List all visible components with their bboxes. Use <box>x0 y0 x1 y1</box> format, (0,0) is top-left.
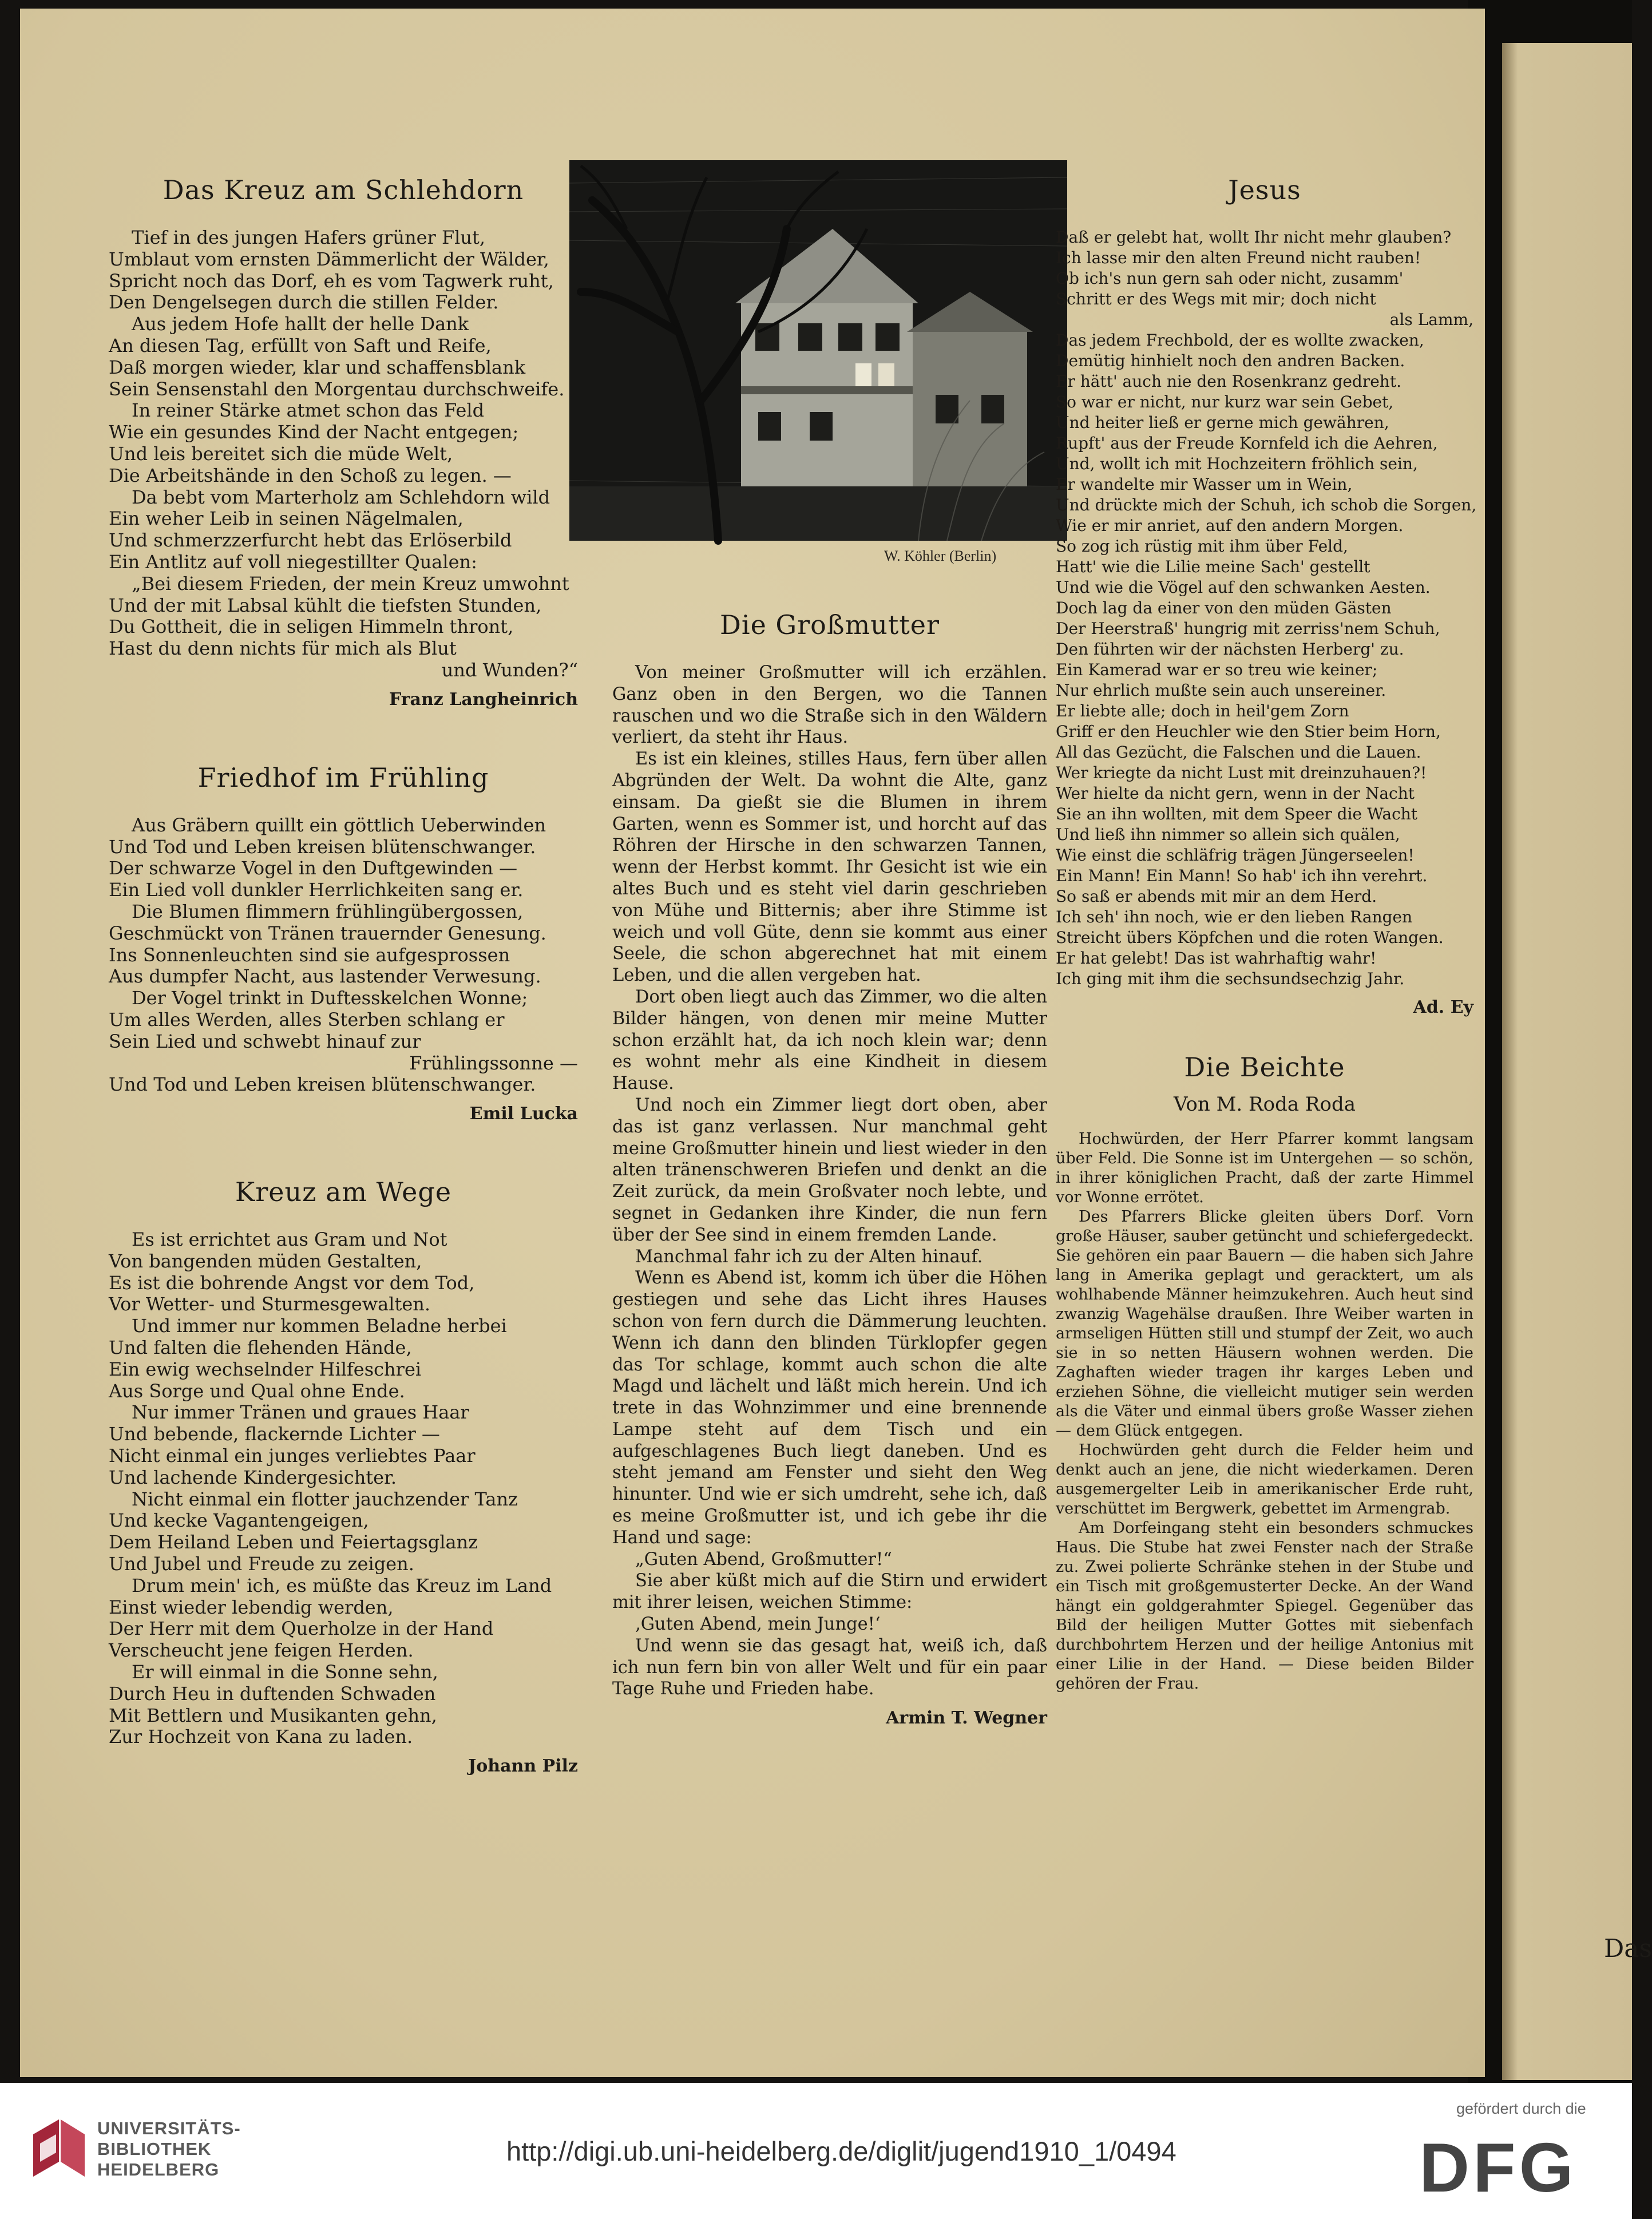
poem-line: Daß morgen wieder, klar und schaffensblank <box>109 356 526 378</box>
poem-line: Und kecke Vagantengeigen, <box>109 1509 369 1532</box>
poem-line: Spricht noch das Dorf, eh es vom Tagwerk ruht, <box>109 270 554 292</box>
poem-line: Aus Sorge und Qual ohne Ende. <box>109 1380 405 1402</box>
library-name[interactable] <box>97 2118 241 2180</box>
poem-line: Wer hielte da nicht gern, wenn in der Nacht <box>1056 784 1415 803</box>
poem-line: Zur Hochzeit von Kana zu laden. <box>109 1726 413 1748</box>
poem-line: Da bebt vom Marterholz am Schlehdorn wild <box>132 486 550 508</box>
poem-line: An diesen Tag, erfüllt von Saft und Reife, <box>109 334 492 356</box>
poem-line: Doch lag da einer von den müden Gästen <box>1056 599 1392 617</box>
poem-line: Und Jubel und Freude zu zeigen. <box>109 1553 414 1575</box>
illustration-credit: W. Köhler (Berlin) <box>884 548 997 564</box>
poem-line: All das Gezücht, die Falschen und die Lauen. <box>1056 743 1421 762</box>
illustration-house-at-night <box>569 160 1067 541</box>
column-left <box>109 175 578 1776</box>
poem-line: So zog ich rüstig mit ihm über Feld, <box>1056 537 1348 556</box>
poem-line: Dem Heiland Leben und Feiertagsglanz <box>109 1531 478 1554</box>
poem-line: als Lamm, <box>1389 310 1473 329</box>
poem-line: Ein Antlitz auf voll niegestillter Qualen: <box>109 550 477 573</box>
digitization-footer <box>0 2083 1632 2219</box>
paragraph: Am Dorfeingang steht ein besonders schmuckes Haus. Die Stube hat zwei Fenster nach der Straße zu. Zwei polierte Schränke stehen in der Stube und ein Tisch mit großgemusterter Decke. An der Wand hängt ein goldgerahmter Spiegel. Gegenüber das Bild der heiligen Mutter Gottes mit siebenfach durchbohrtem Herzen und der heilige Antonius mit einer Lilie in der Hand. — Diese beiden Bilder gehören der Frau. <box>1056 1519 1473 1693</box>
poem-line: Die Blumen flimmern frühlingübergossen, <box>132 900 524 922</box>
library-name-line: UNIVERSITÄTS- <box>97 2118 241 2138</box>
poem-line: Es ist errichtet aus Gram und Not <box>132 1229 447 1251</box>
poem-line: Und falten die flehenden Hände, <box>109 1337 412 1359</box>
poem-line: Ins Sonnenleuchten sind sie aufgesprossen <box>109 944 510 966</box>
poem-line: Tief in des jungen Hafers grüner Flut, <box>132 227 486 248</box>
journal-page <box>20 9 1485 2077</box>
poem-author: Franz Langheinrich <box>389 689 578 710</box>
column-right <box>1056 175 1477 1694</box>
paragraph: Dort oben liegt auch das Zimmer, wo die alten Bilder hängen, von denen mir meine Mutter schon erzählt hat, da ich noch klein war; denn es wohnt mehr als eine Kindheit in diesem Hause. <box>612 986 1047 1094</box>
adjacent-page <box>1502 43 1652 2080</box>
poem-line: Nicht einmal ein junges verliebtes Paar <box>109 1445 476 1467</box>
poem-title: Kreuz am Wege <box>235 1176 452 1208</box>
poem-line: Nur ehrlich mußte sein auch unsereiner. <box>1056 681 1386 700</box>
poem-line: Mit Bettlern und Musikanten gehn, <box>109 1704 437 1726</box>
poem-line: Er wandelte mir Wasser um in Wein, <box>1056 475 1353 494</box>
poem-line: Der schwarze Vogel in den Duftgewinden — <box>109 857 518 879</box>
story-body <box>612 662 1047 1700</box>
poem-line: Der Vogel trinkt in Duftesskelchen Wonne; <box>132 987 528 1009</box>
poem-line: Aus Gräbern quillt ein göttlich Ueberwinden <box>132 814 546 836</box>
poem-author: Johann Pilz <box>468 1756 578 1777</box>
poem-line: Und lachende Kindergesichter. <box>109 1466 397 1488</box>
poem-line: Und ließ ihn nimmer so allein sich quälen, <box>1056 825 1400 844</box>
university-library-logo-icon[interactable] <box>27 2117 88 2181</box>
paragraph: Manchmal fahr ich zu der Alten hinauf. <box>635 1246 983 1267</box>
paragraph: Es ist ein kleines, stilles Haus, fern über allen Abgründen der Welt. Da wohnt die Alte, ganz einsam. Da gießt sie die Blumen in ihrem Garten, wenn es Sommer ist, und horcht auf das Röhren der Hirsche in den schwarzen Tannen, wenn der Herbst kommt. Ihr Gesicht ist wie ein altes Buch und es steht viel darin geschrieben von Mühe und Bitternis; aber ihre Stimme ist weich und voll Güte, denn sie kommt aus einer Seele, die schon abgerechnet hat mit einem Leben, und die allen vergeben hat. <box>612 749 1047 986</box>
poem-body <box>109 815 578 1096</box>
poem-line: Ein Kamerad war er so treu wie keiner; <box>1056 660 1378 679</box>
poem-author: Ad. Ey <box>1413 997 1473 1017</box>
poem-line: Der Heerstraß' hungrig mit zerriss'nem Schuh, <box>1056 619 1440 638</box>
paragraph: Wenn es Abend ist, komm ich über die Höhen gestiegen und sehe das Licht ihres Hauses schon von fern durch die Dämmerung leuchten. Wenn ich dann den blinden Türklopfer gegen das Tor schlage, kommt auch schon die alte Magd und lächelt und läßt mich herein. Und ich trete in das Wohnzimmer und eine brennende Lampe steht auf dem Tisch und ein aufgeschlagenes Buch liegt daneben. Und es steht jemand am Fenster und sieht den Weg hinunter. Und wie er sich umdreht, sehe ich, daß es meine Großmutter ist, und ich gebe ihr die Hand und sage: <box>612 1268 1047 1548</box>
poem-line: Ein weher Leib in seinen Nägelmalen, <box>109 508 463 530</box>
poem-line: „Bei diesem Frieden, der mein Kreuz umwohnt <box>132 572 569 595</box>
paragraph: Und wenn sie das gesagt hat, weiß ich, daß ich nun fern bin von aller Welt und für ein paar Tage Ruhe und Frieden habe. <box>612 1635 1047 1699</box>
poem-line: Er hat gelebt! Das ist wahrhaftig wahr! <box>1056 949 1377 968</box>
poem-line: Nur immer Tränen und graues Haar <box>132 1401 469 1424</box>
poem-line: Umblaut vom ernsten Dämmerlicht der Wälder, <box>109 248 549 270</box>
poem-line: So war er nicht, nur kurz war sein Gebet, <box>1056 393 1394 411</box>
poem-title: Das Kreuz am Schlehdorn <box>163 175 524 205</box>
poem-line: Sein Lied und schwebt hinauf zur <box>109 1030 421 1052</box>
poem-line: Und immer nur kommen Beladne herbei <box>132 1315 507 1337</box>
poem-line: Aus dumpfer Nacht, aus lastender Verwesung. <box>109 965 541 988</box>
poem-line: Sein Sensenstahl den Morgentau durchschweife. <box>109 378 565 400</box>
poem-line: Ich ging mit ihm die sechsundsechzig Jahr. <box>1056 969 1405 988</box>
illustration-svg <box>569 160 1067 541</box>
permalink-url[interactable]: http://digi.ub.uni-heidelberg.de/diglit/jugend1910_1/0494 <box>506 2136 1176 2166</box>
poem-line: Es ist die bohrende Angst vor dem Tod, <box>109 1271 475 1294</box>
poem-body <box>1056 227 1477 989</box>
poem-line: Verscheucht jene feigen Herden. <box>109 1639 414 1662</box>
poem-line: In reiner Stärke atmet schon das Feld <box>132 399 485 422</box>
story-body <box>1056 1130 1473 1694</box>
poem-author: Emil Lucka <box>469 1104 578 1124</box>
paragraph: Des Pfarrers Blicke gleiten übers Dorf. Vorn große Häuser, sauber getüncht und schiefergedeckt. Sie gehören ein paar Bauern — die haben sich Jahre lang in Amerika geplagt und geracktert, um als wohlhabende Männer heimzukehren. Auch heut sind zwanzig Wagehälse draußen. Ihre Weiber warten in armseligen Hütten still und stumpf der Zeit, wo auch sie in so netten Häusern wohnen werden. Die Zaghaften wieder tragen ihr karges Leben und erziehen Söhne, die vielleicht mutiger sein werden als die Väter und einmal übers große Wasser ziehen — dem Glück entgegen. <box>1056 1208 1473 1440</box>
poem-line: Schritt er des Wegs mit mir; doch nicht <box>1056 290 1376 308</box>
funding-label: gefördert durch die <box>1456 2100 1586 2117</box>
poem-line: Und leis bereitet sich die müde Welt, <box>109 442 453 465</box>
poem-line: Wie er mir anriet, auf den andern Morgen. <box>1056 516 1404 535</box>
poem-line: Er hätt' auch nie den Rosenkranz gedreht. <box>1056 372 1401 391</box>
poem-line: Demütig hinhielt noch den andren Backen. <box>1056 351 1405 370</box>
paragraph: Von meiner Großmutter will ich erzählen. Ganz oben in den Bergen, wo die Tannen rauschen und wo die Straße sich in den Wäldern verliert, da steht ihr Haus. <box>612 663 1047 748</box>
poem-body <box>109 1229 578 1748</box>
column-middle <box>612 609 1047 1728</box>
poem-line: Und bebende, flackernde Lichter — <box>109 1423 440 1445</box>
poem-line: und Wunden?“ <box>441 659 578 681</box>
paragraph: ‚Guten Abend, mein Junge!‘ <box>635 1614 881 1635</box>
poem-line: Daß er gelebt hat, wollt Ihr nicht mehr glauben? <box>1056 228 1452 247</box>
poem-line: Und schmerzzerfurcht hebt das Erlöserbild <box>109 529 512 552</box>
paragraph: „Guten Abend, Großmutter!“ <box>635 1549 892 1570</box>
poem-line: Um alles Werden, alles Sterben schlang er <box>109 1008 505 1031</box>
poem-line: Und drückte mich der Schuh, ich schob die Sorgen, <box>1056 496 1477 514</box>
poem-line: So saß er abends mit mir an dem Herd. <box>1056 887 1377 906</box>
poem-line: Sie an ihn wollten, mit dem Speer die Wacht <box>1056 805 1418 823</box>
poem-line: Das jedem Frechbold, der es wollte zwacken, <box>1056 331 1424 350</box>
poem-line: Du Gottheit, die in seligen Himmeln thront, <box>109 616 514 638</box>
paragraph: Hochwürden, der Herr Pfarrer kommt langsam über Feld. Die Sonne ist im Untergehen — so schön, in ihrer königlichen Pracht, daß der zarte Himmel vor Wonne errötet. <box>1056 1130 1473 1206</box>
story-byline: Von M. Roda Roda <box>1173 1093 1356 1116</box>
poem-line: Von bangenden müden Gestalten, <box>109 1250 422 1272</box>
poem-line: Wie einst die schläfrig trägen Jüngerseelen! <box>1056 846 1415 865</box>
poem-line: Ein ewig wechselnder Hilfeschrei <box>109 1358 422 1380</box>
poem-line: Die Arbeitshände in den Schoß zu legen. — <box>109 464 512 486</box>
poem-line: Ob ich's nun gern sah oder nicht, zusamm' <box>1056 269 1404 288</box>
poem-line: Geschmückt von Tränen trauernder Genesung. <box>109 922 546 944</box>
poem-line: Den führten wir der nächsten Herberg' zu. <box>1056 640 1404 659</box>
poem-line: Ein Lied voll dunkler Herrlichkeiten sang er. <box>109 879 524 901</box>
poem-line: Und der mit Labsal kühlt die tiefsten Stunden, <box>109 594 542 616</box>
paragraph: Hochwürden geht durch die Felder heim und denkt auch an jene, die nicht wiederkamen. Deren ausgemergelter Leib in amerikanischer Erde ruht, verschüttet im Bergwerk, gebettet im Armengrab. <box>1056 1441 1473 1517</box>
story-title: Die Beichte <box>1184 1052 1345 1083</box>
poem-line: Den Dengelsegen durch die stillen Felder. <box>109 291 499 314</box>
poem-body <box>109 227 578 681</box>
poem-line: Streicht übers Köpfchen und die roten Wangen. <box>1056 928 1444 947</box>
poem-line: Hatt' wie die Lilie meine Sach' gestellt <box>1056 557 1370 576</box>
poem-line: Ich seh' ihn noch, wie er den lieben Rangen <box>1056 908 1413 926</box>
story-title: Die Großmutter <box>719 609 940 640</box>
poem-line: Und Tod und Leben kreisen blütenschwanger. <box>109 1073 536 1096</box>
story-author: Armin T. Wegner <box>886 1708 1047 1729</box>
poem-line: Und wie die Vögel auf den schwanken Aesten. <box>1056 578 1431 597</box>
poem-line: Nicht einmal ein flotter jauchzender Tanz <box>132 1488 518 1510</box>
poem-line: Drum mein' ich, es müßte das Kreuz im Land <box>132 1574 552 1596</box>
poem-line: Griff er den Heuchler wie den Stier beim Horn, <box>1056 722 1441 741</box>
poem-line: Und heiter ließ er gerne mich gewähren, <box>1056 413 1389 432</box>
poem-title: Friedhof im Frühling <box>197 762 489 793</box>
poem-line: Wer kriegte da nicht Lust mit dreinzuhauen?! <box>1056 763 1427 782</box>
poem-line: Hast du denn nichts für mich als Blut <box>109 637 457 660</box>
paragraph: Und noch ein Zimmer liegt dort oben, aber das ist ganz verlassen. Nur manchmal geht meine Großmutter hinein und liest wieder in den alten tränenschweren Briefen und denkt an die Zeit zurück, da mein Großvater noch lebte, und segnet in Gedanken ihre Kinder, die nun fern über der See sind in einem fremden Lande. <box>612 1095 1047 1245</box>
poem-line: Aus jedem Hofe hallt der helle Dank <box>132 313 469 335</box>
poem-line: Ich lasse mir den alten Freund nicht rauben! <box>1056 248 1421 267</box>
poem-line: Rupft' aus der Freude Kornfeld ich die Aehren, <box>1056 434 1438 453</box>
paragraph: Sie aber küßt mich auf die Stirn und erwidert mit ihrer leisen, weichen Stimme: <box>612 1571 1047 1613</box>
library-name-line: BIBLIOTHEK <box>97 2139 212 2159</box>
poem-line: Der Herr mit dem Querholze in der Hand <box>109 1618 494 1640</box>
adjacent-page-fragment: Das <box>1604 1934 1652 1963</box>
poem-line: Und Tod und Leben kreisen blütenschwanger. <box>109 835 536 858</box>
poem-line: Durch Heu in duftenden Schwaden <box>109 1682 436 1705</box>
poem-line: Ein Mann! Ein Mann! So hab' ich ihn verehrt. <box>1056 866 1428 885</box>
poem-line: Er will einmal in die Sonne sehn, <box>132 1661 438 1683</box>
poem-line: Er liebte alle; doch in heil'gem Zorn <box>1056 702 1349 720</box>
poem-line: Wie ein gesundes Kind der Nacht entgegen; <box>109 421 519 443</box>
poem-line: Frühlingssonne — <box>409 1052 578 1074</box>
library-name-line: HEIDELBERG <box>97 2159 220 2180</box>
poem-line: Vor Wetter- und Sturmesgewalten. <box>109 1293 431 1315</box>
poem-line: Einst wieder lebendig werden, <box>109 1596 394 1618</box>
poem-line: Und, wollt ich mit Hochzeitern fröhlich sein, <box>1056 454 1418 473</box>
poem-title: Jesus <box>1228 175 1301 205</box>
dfg-logo[interactable]: DFG <box>1419 2129 1577 2206</box>
